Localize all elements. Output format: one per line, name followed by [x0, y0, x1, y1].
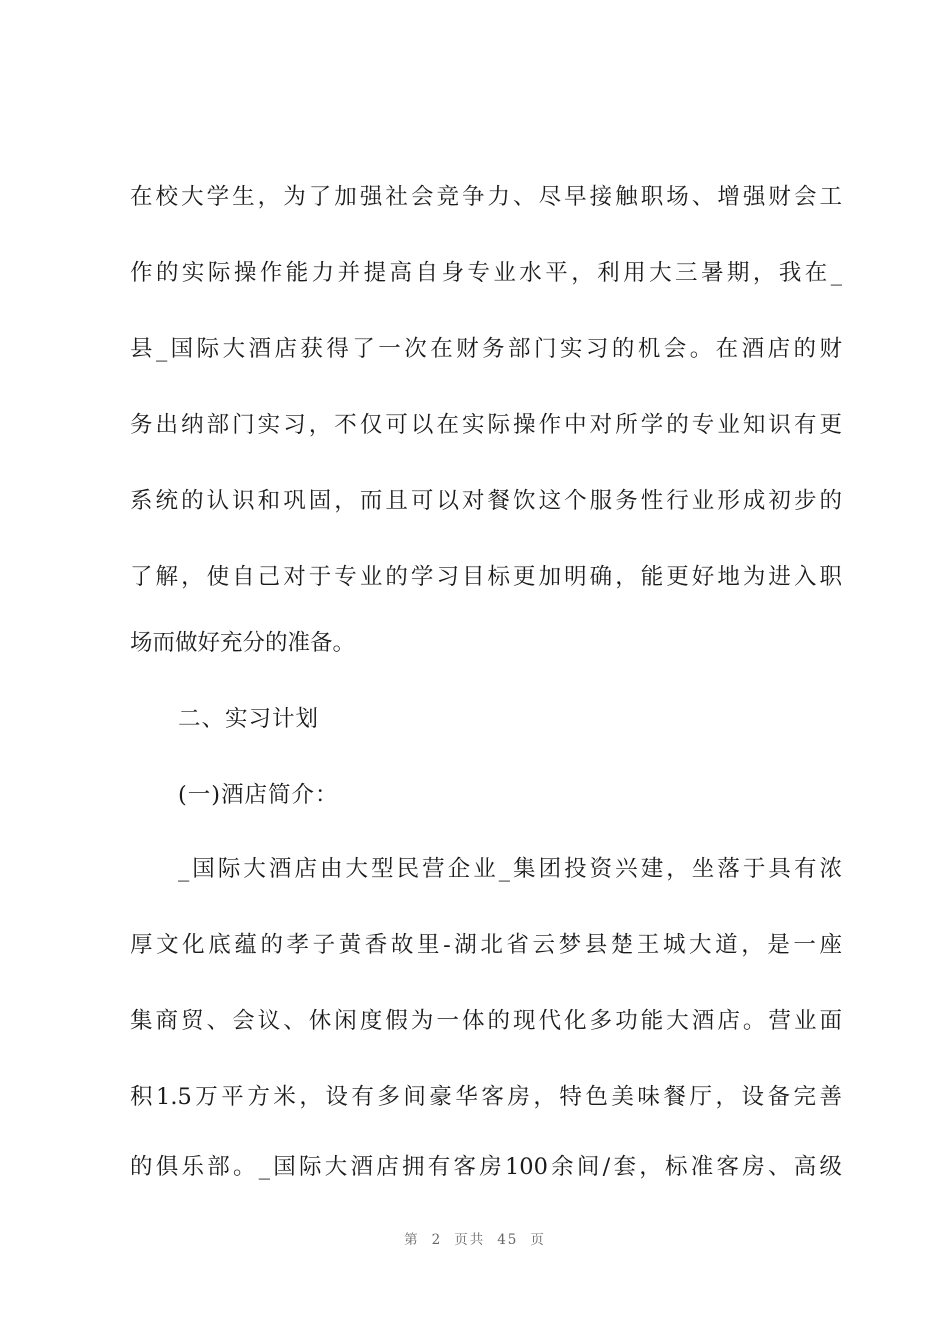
- text-line: 县_国际大酒店获得了一次在财务部门实习的机会。在酒店的财: [130, 336, 842, 362]
- footer-middle: 页共: [454, 1232, 486, 1248]
- text-line: 了解，使自己对于专业的学习目标更加明确，能更好地为进入职: [130, 564, 842, 590]
- text-line: 系统的认识和巩固，而且可以对餐饮这个服务性行业形成初步的: [130, 488, 842, 514]
- footer-prefix: 第: [404, 1232, 420, 1248]
- text-line: 厚文化底蕴的孝子黄香故里-湖北省云梦县楚王城大道，是一座: [130, 932, 842, 958]
- footer-total-pages: 45: [497, 1232, 519, 1248]
- text-line: 的俱乐部。_国际大酒店拥有客房100余间/套，标准客房、高级: [130, 1154, 842, 1180]
- subsection-heading-hotel-intro: (一)酒店简介：: [178, 782, 339, 808]
- text-line: 集商贸、会议、休闲度假为一体的现代化多功能大酒店。营业面: [130, 1008, 842, 1034]
- text-line: 务出纳部门实习，不仅可以在实际操作中对所学的专业知识有更: [130, 412, 842, 438]
- text-line: 在校大学生，为了加强社会竞争力、尽早接触职场、增强财会工: [130, 184, 842, 210]
- text-line: _国际大酒店由大型民营企业_集团投资兴建，坐落于具有浓: [178, 856, 842, 882]
- footer-page-number: 2: [431, 1232, 443, 1248]
- text-line: 场而做好充分的准备。: [130, 630, 356, 656]
- text-line: 作的实际操作能力并提高自身专业水平，利用大三暑期，我在_: [130, 260, 842, 286]
- page-footer: [0, 1228, 950, 1248]
- footer-suffix: 页: [530, 1232, 546, 1248]
- section-heading-plan: 二、实习计划: [178, 706, 320, 732]
- text-line: 积1.5万平方米，设有多间豪华客房，特色美味餐厅，设备完善: [130, 1084, 842, 1110]
